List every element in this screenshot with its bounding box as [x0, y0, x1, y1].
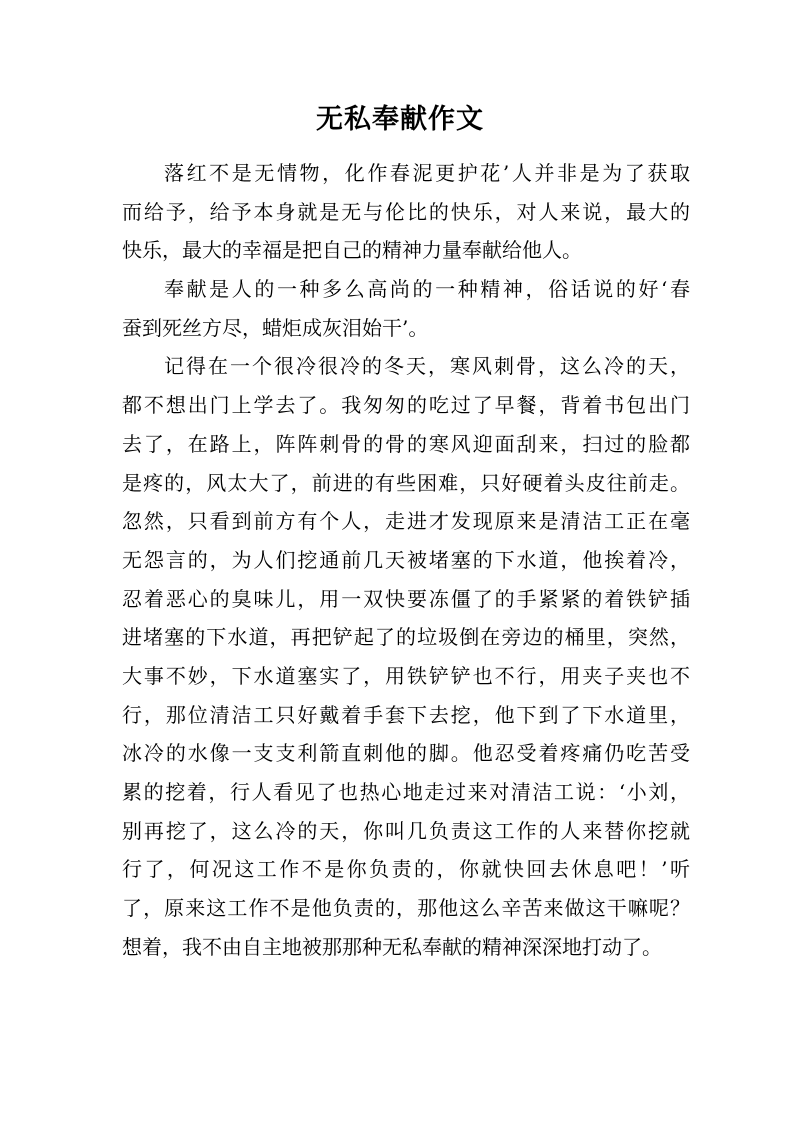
text-line: 无怨言的，为人们挖通前几天被堵塞的下水道，他挨着冷，	[122, 547, 690, 572]
text-line: 去了，在路上，阵阵刺骨的骨的寒风迎面刮来，扫过的脸都	[122, 431, 690, 456]
text-line: 进堵塞的下水道，再把铲起了的垃圾倒在旁边的桶里，突然，	[122, 625, 690, 650]
text-line: 而给予，给予本身就是无与伦比的快乐，对人来说，最大的	[122, 199, 690, 224]
text-line: 行了，何况这工作不是你负责的，你就快回去休息吧！’听	[122, 857, 690, 882]
text-line: 大事不妙，下水道塞实了，用铁铲铲也不行，用夹子夹也不	[122, 663, 690, 688]
text-line: 了，原来这工作不是他负责的，那他这么辛苦来做这干嘛呢？	[122, 896, 690, 921]
text-line: 是疼的，风太大了，前进的有些困难，只好硬着头皮往前走。	[122, 470, 690, 495]
document-body	[122, 154, 690, 966]
text-line: 落红不是无情物，化作春泥更护花’人并非是为了获取	[164, 161, 690, 185]
text-line: 都不想出门上学去了。我匆匆的吃过了早餐，背着书包出门	[122, 393, 690, 418]
text-line: 蚕到死丝方尽，蜡炬成灰泪始干’。	[122, 315, 429, 340]
text-line: 忍着恶心的臭味儿，用一双快要冻僵了的手紧紧的着铁铲插	[122, 586, 690, 611]
text-line: 别再挖了，这么冷的天，你叫几负责这工作的人来替你挖就	[122, 818, 690, 843]
text-line: 快乐，最大的幸福是把自己的精神力量奉献给他人。	[122, 238, 582, 263]
text-line: 忽然，只看到前方有个人，走进才发现原来是清洁工正在毫	[122, 509, 690, 534]
document-title: 无私奉献作文	[316, 104, 484, 135]
text-line: 冰冷的水像一支支利箭直刺他的脚。他忍受着疼痛仍吃苦受	[122, 741, 690, 766]
text-line: 累的挖着，行人看见了也热心地走过来对清洁工说：‘小刘，	[122, 780, 690, 804]
text-line: 行，那位清洁工只好戴着手套下去挖，他下到了下水道里，	[122, 702, 690, 727]
text-line: 奉献是人的一种多么高尚的一种精神，俗话说的好‘春	[164, 277, 690, 302]
text-line: 记得在一个很冷很冷的冬天，寒风刺骨，这么冷的天，	[164, 354, 690, 379]
text-line: 想着，我不由自主地被那那种无私奉献的精神深深地打动了。	[122, 934, 662, 959]
